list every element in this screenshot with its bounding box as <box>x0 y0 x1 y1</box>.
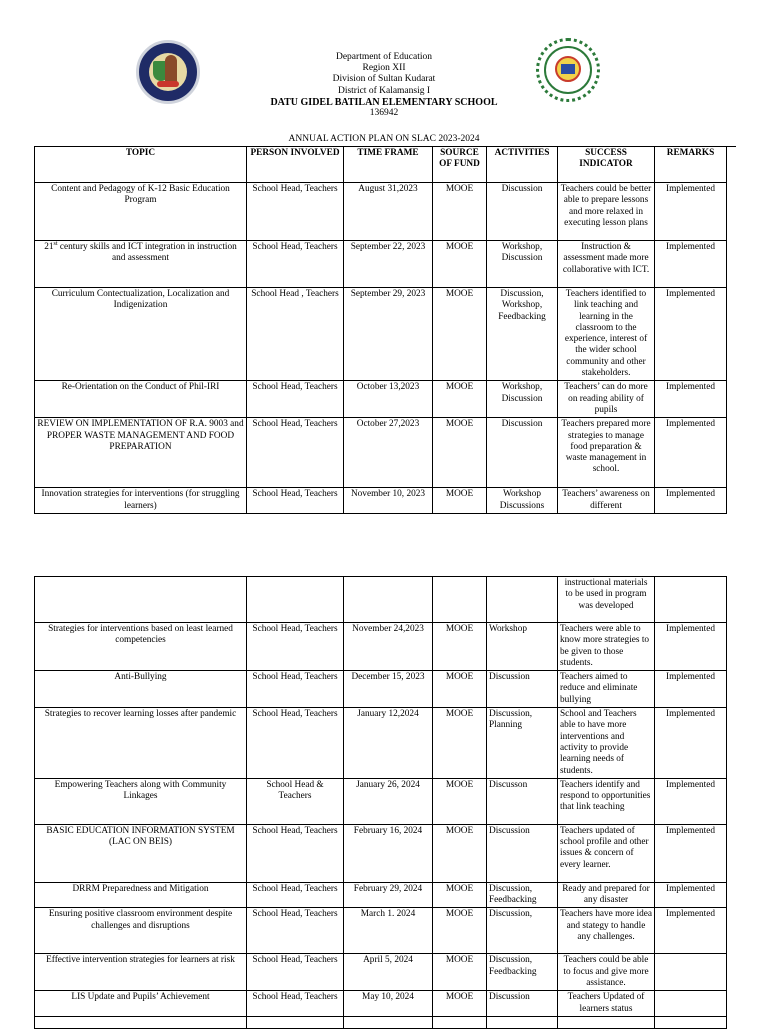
time-cell: November 24,2023 <box>344 623 433 671</box>
fund-cell: MOOE <box>433 488 487 514</box>
topic-superscript: st <box>53 240 58 247</box>
topic-cell: Curriculum Contectualization, Localization and Indigenization <box>35 288 247 381</box>
person-cell: School Head, Teachers <box>247 241 344 288</box>
topic-number: 21 <box>44 242 54 252</box>
topic-cell <box>35 577 247 623</box>
column-header-time: TIME FRAME <box>344 147 433 183</box>
activities-cell: Discussion <box>487 671 558 708</box>
activities-cell: Discussion, <box>487 908 558 954</box>
topic-text: century skills and ICT integration in instruction and assessment <box>57 242 237 264</box>
time-cell: February 16, 2024 <box>344 824 433 882</box>
column-header-person: PERSON INVOLVED <box>247 147 344 183</box>
indicator-cell: Instruction & assessment made more collaborative with ICT. <box>558 241 655 288</box>
table-row <box>35 183 727 241</box>
person-cell: School Head, Teachers <box>247 183 344 241</box>
activities-cell: Workshop, Discussion <box>487 241 558 288</box>
person-cell <box>247 577 344 623</box>
indicator-cell: Teachers identify and respond to opportunities that link teaching <box>558 778 655 824</box>
activities-cell: Discussion, Feedbacking <box>487 882 558 908</box>
time-cell: April 5, 2024 <box>344 954 433 991</box>
indicator-cell: Teachers prepared more strategies to manage food preparation & waste management in school. <box>558 418 655 488</box>
indicator-cell: Teachers identified to link teaching and learning in the classroom to the experience, interest of the wider school community and other stakeholders. <box>558 288 655 381</box>
indicator-cell: Ready and prepared for any disaster <box>558 882 655 908</box>
indicator-cell: Teachers Updated of learners status <box>558 991 655 1017</box>
topic-cell: Effective intervention strategies for learners at risk <box>35 954 247 991</box>
plan-title: ANNUAL ACTION PLAN ON SLAC 2023-2024 <box>288 134 480 144</box>
letterhead <box>0 52 768 119</box>
fund-cell <box>433 1016 487 1028</box>
remarks-cell <box>655 577 727 623</box>
activities-cell: Discussion, Planning <box>487 708 558 779</box>
table-row <box>35 778 727 824</box>
table-row <box>35 418 727 488</box>
remarks-cell: Implemented <box>655 623 727 671</box>
activities-cell: Discussion <box>487 183 558 241</box>
person-cell: School Head, Teachers <box>247 708 344 779</box>
action-plan-table-part-2 <box>34 576 727 1029</box>
indicator-cell: Teachers could be able to focus and give more assistance. <box>558 954 655 991</box>
indicator-cell: Teachers updated of school profile and other issues & concern of every learner. <box>558 824 655 882</box>
action-plan-table-part-1 <box>34 146 727 514</box>
remarks-cell: Implemented <box>655 778 727 824</box>
indicator-cell: Teachers were able to know more strategies to be given to those students. <box>558 623 655 671</box>
table-row <box>35 671 727 708</box>
table-row <box>35 708 727 779</box>
topic-cell: Strategies for interventions based on least learned competencies <box>35 623 247 671</box>
remarks-cell <box>655 954 727 991</box>
remarks-cell: Implemented <box>655 671 727 708</box>
table-row <box>35 908 727 954</box>
indicator-cell <box>558 1016 655 1028</box>
topic-cell: Anti-Bullying <box>35 671 247 708</box>
indicator-cell: Teachers have more idea and stategy to handle any challenges. <box>558 908 655 954</box>
school-id: 136942 <box>369 108 399 119</box>
indicator-cell: Teachers’ can do more on reading ability of pupils <box>558 381 655 418</box>
column-header-topic: TOPIC <box>35 147 247 183</box>
column-header-indicator: SUCCESS INDICATOR <box>558 147 655 183</box>
person-cell: School Head , Teachers <box>247 288 344 381</box>
column-header-fund: SOURCE OF FUND <box>433 147 487 183</box>
topic-cell: Ensuring positive classroom environment despite challenges and disruptions <box>35 908 247 954</box>
table-row <box>35 623 727 671</box>
person-cell: School Head, Teachers <box>247 671 344 708</box>
fund-cell: MOOE <box>433 882 487 908</box>
person-cell: School Head, Teachers <box>247 954 344 991</box>
topic-cell: Empowering Teachers along with Community Linkages <box>35 778 247 824</box>
table-header-row <box>35 147 727 183</box>
time-cell: October 13,2023 <box>344 381 433 418</box>
time-cell: January 12,2024 <box>344 708 433 779</box>
activities-cell: Workshop Discussions <box>487 488 558 514</box>
fund-cell: MOOE <box>433 381 487 418</box>
activities-cell: Discussion <box>487 418 558 488</box>
time-cell: September 22, 2023 <box>344 241 433 288</box>
topic-cell <box>35 1016 247 1028</box>
fund-cell: MOOE <box>433 954 487 991</box>
table-row <box>35 824 727 882</box>
department-line: Department of Education <box>335 52 433 62</box>
time-cell: September 29, 2023 <box>344 288 433 381</box>
activities-cell: Discussion, Workshop, Feedbacking <box>487 288 558 381</box>
fund-cell: MOOE <box>433 708 487 779</box>
activities-cell: Discussion <box>487 991 558 1017</box>
indicator-cell: Teachers’ awareness on different <box>558 488 655 514</box>
table-row <box>35 288 727 381</box>
person-cell: School Head, Teachers <box>247 418 344 488</box>
fund-cell: MOOE <box>433 671 487 708</box>
column-header-activities: ACTIVITIES <box>487 147 558 183</box>
remarks-cell: Implemented <box>655 488 727 514</box>
table-row <box>35 488 727 514</box>
topic-cell: Content and Pedagogy of K-12 Basic Education Program <box>35 183 247 241</box>
person-cell: School Head, Teachers <box>247 908 344 954</box>
time-cell <box>344 1016 433 1028</box>
person-cell: School Head, Teachers <box>247 991 344 1017</box>
topic-cell: LIS Update and Pupils’ Achievement <box>35 991 247 1017</box>
table-row <box>35 577 727 623</box>
topic-cell: Innovation strategies for interventions (for struggling learners) <box>35 488 247 514</box>
remarks-cell: Implemented <box>655 908 727 954</box>
person-cell: School Head, Teachers <box>247 381 344 418</box>
person-cell: School Head, Teachers <box>247 488 344 514</box>
table-row <box>35 954 727 991</box>
time-cell: January 26, 2024 <box>344 778 433 824</box>
remarks-cell: Implemented <box>655 882 727 908</box>
remarks-cell <box>655 991 727 1017</box>
time-cell <box>344 577 433 623</box>
remarks-cell: Implemented <box>655 708 727 779</box>
table-row <box>35 381 727 418</box>
school-name: DATU GIDEL BATILAN ELEMENTARY SCHOOL <box>270 96 498 108</box>
fund-cell: MOOE <box>433 991 487 1017</box>
time-cell: December 15, 2023 <box>344 671 433 708</box>
activities-cell: Workshop <box>487 623 558 671</box>
remarks-cell: Implemented <box>655 381 727 418</box>
division-line: Division of Sultan Kudarat <box>332 74 436 85</box>
remarks-cell: Implemented <box>655 183 727 241</box>
topic-cell: Strategies to recover learning losses after pandemic <box>35 708 247 779</box>
topic-cell: BASIC EDUCATION INFORMATION SYSTEM (LAC ON BEIS) <box>35 824 247 882</box>
time-cell: October 27,2023 <box>344 418 433 488</box>
remarks-cell: Implemented <box>655 241 727 288</box>
fund-cell: MOOE <box>433 623 487 671</box>
indicator-cell: Teachers could be better able to prepare lessons and more relaxed in executing lesson plans <box>558 183 655 241</box>
person-cell: School Head & Teachers <box>247 778 344 824</box>
activities-cell <box>487 1016 558 1028</box>
person-cell: School Head, Teachers <box>247 882 344 908</box>
person-cell: School Head, Teachers <box>247 623 344 671</box>
time-cell: August 31,2023 <box>344 183 433 241</box>
table-row <box>35 882 727 908</box>
activities-cell: Workshop, Discussion <box>487 381 558 418</box>
fund-cell: MOOE <box>433 418 487 488</box>
topic-cell: DRRM Preparedness and Mitigation <box>35 882 247 908</box>
table-row <box>35 991 727 1017</box>
district-line: District of Kalamansig I <box>337 85 431 96</box>
column-header-remarks: REMARKS <box>655 147 727 183</box>
remarks-cell <box>655 1016 727 1028</box>
time-cell: November 10, 2023 <box>344 488 433 514</box>
indicator-cell: Teachers aimed to reduce and eliminate bullying <box>558 671 655 708</box>
remarks-cell: Implemented <box>655 824 727 882</box>
time-cell: March 1. 2024 <box>344 908 433 954</box>
table-row <box>35 1016 727 1028</box>
topic-cell: Re-Orientation on the Conduct of Phil-IRI <box>35 381 247 418</box>
topic-cell <box>35 241 247 288</box>
fund-cell: MOOE <box>433 241 487 288</box>
fund-cell: MOOE <box>433 183 487 241</box>
fund-cell: MOOE <box>433 824 487 882</box>
fund-cell: MOOE <box>433 908 487 954</box>
indicator-cell: School and Teachers able to have more interventions and activity to provide learning needs of students. <box>558 708 655 779</box>
region-line: Region XII <box>362 63 406 74</box>
person-cell <box>247 1016 344 1028</box>
table-row <box>35 241 727 288</box>
fund-cell: MOOE <box>433 288 487 381</box>
activities-cell: Discussion, Feedbacking <box>487 954 558 991</box>
remarks-cell: Implemented <box>655 288 727 381</box>
fund-cell: MOOE <box>433 778 487 824</box>
activities-cell: Discussion <box>487 824 558 882</box>
indicator-cell: instructional materials to be used in program was developed <box>558 577 655 623</box>
fund-cell <box>433 577 487 623</box>
person-cell: School Head, Teachers <box>247 824 344 882</box>
time-cell: May 10, 2024 <box>344 991 433 1017</box>
remarks-cell: Implemented <box>655 418 727 488</box>
topic-cell: REVIEW ON IMPLEMENTATION OF R.A. 9003 and PROPER WASTE MANAGEMENT AND FOOD PREPARATION <box>35 418 247 488</box>
time-cell: February 29, 2024 <box>344 882 433 908</box>
activities-cell: Discusson <box>487 778 558 824</box>
activities-cell <box>487 577 558 623</box>
